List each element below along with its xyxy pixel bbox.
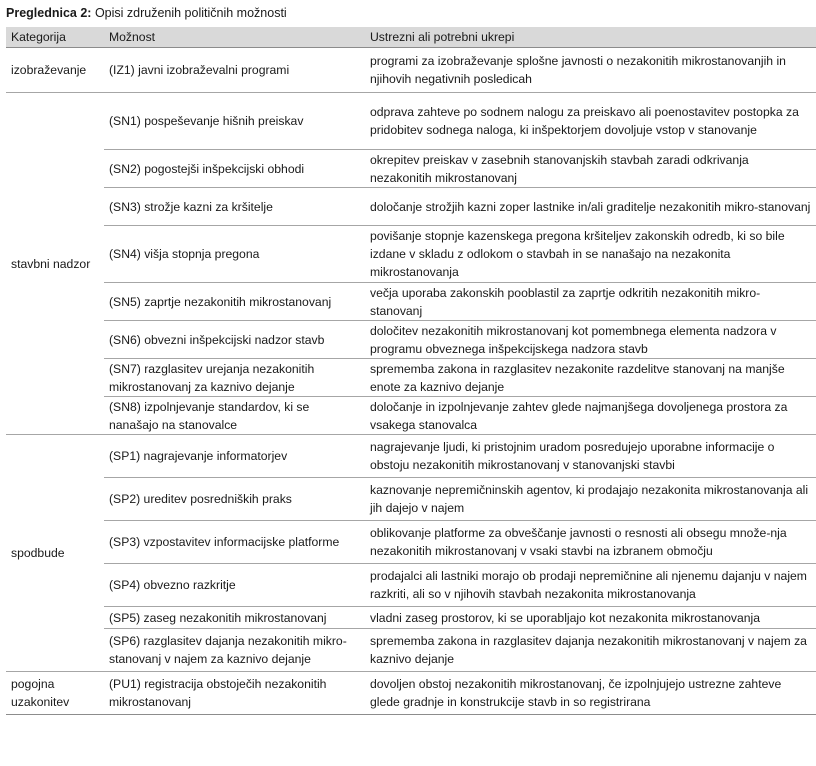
table-row [6, 93, 816, 150]
table-body [6, 48, 816, 715]
header-measure: Ustrezni ali potrebni ukrepi [365, 27, 816, 48]
measure-cell: odprava zahteve po sodnem nalogu za preiskavo ali poenostavitev postopka za pridobitev sodnega naloga, ki inšpektorjem dovoljuje vstop v stanovanje [365, 93, 816, 150]
table-row [6, 435, 816, 478]
option-cell: (SP6) razglasitev dajanja nezakonitih mikro-stanovanj v najem za kaznivo dejanje [104, 629, 365, 672]
category-cell: stavbni nadzor [6, 93, 104, 435]
measure-cell: prodajalci ali lastniki morajo ob prodaji nepremičnine ali njenemu dajanju v najem razkriti, ali so v njihovih stavbah nezakonita mikrostanovanja [365, 564, 816, 607]
caption-label: Preglednica 2: [6, 6, 92, 20]
option-cell: (SN2) pogostejši inšpekcijski obhodi [104, 150, 365, 188]
option-cell: (SN6) obvezni inšpekcijski nadzor stavb [104, 321, 365, 359]
table-row [6, 283, 816, 321]
header-category: Kategorija [6, 27, 104, 48]
table-row [6, 607, 816, 629]
table-row [6, 321, 816, 359]
table-row [6, 150, 816, 188]
table-row [6, 629, 816, 672]
measure-cell: povišanje stopnje kazenskega pregona kršiteljev zakonskih odredb, ki so bile izdane v skladu z odlokom o stavbah in se nanašajo na nezakonita mikrostanovanja [365, 226, 816, 283]
option-cell: (SN8) izpolnjevanje standardov, ki se nanašajo na stanovalce [104, 397, 365, 435]
option-cell: (SP4) obvezno razkritje [104, 564, 365, 607]
option-cell: (SP3) vzpostavitev informacijske platforme [104, 521, 365, 564]
measure-cell: določanje strožjih kazni zoper lastnike in/ali graditelje nezakonitih mikro-stanovanj [365, 188, 816, 226]
option-cell: (SP5) zaseg nezakonitih mikrostanovanj [104, 607, 365, 629]
option-cell: (SN3) strožje kazni za kršitelje [104, 188, 365, 226]
table-row [6, 226, 816, 283]
measure-cell: dovoljen obstoj nezakonitih mikrostanovanj, če izpolnjujejo ustrezne zahteve glede gradnje in konstrukcije stavb in so registrirana [365, 672, 816, 715]
option-cell: (IZ1) javni izobraževalni programi [104, 48, 365, 93]
table-row [6, 564, 816, 607]
measure-cell: nagrajevanje ljudi, ki pristojnim uradom posredujejo uporabne informacije o obstoju nezakonitih mikrostanovanj v stanovanjski stavbi [365, 435, 816, 478]
option-cell: (SN7) razglasitev urejanja nezakonitih mikrostanovanj za kaznivo dejanje [104, 359, 365, 397]
option-cell: (SN4) višja stopnja pregona [104, 226, 365, 283]
table-row [6, 672, 816, 715]
table-row [6, 48, 816, 93]
table-header-row [6, 27, 816, 48]
table-row [6, 478, 816, 521]
measure-cell: programi za izobraževanje splošne javnosti o nezakonitih mikrostanovanjih in njihovih negativnih posledicah [365, 48, 816, 93]
measure-cell: okrepitev preiskav v zasebnih stanovanjskih stavbah zaradi odkrivanja nezakonitih mikrostanovanj [365, 150, 816, 188]
measure-cell: večja uporaba zakonskih pooblastil za zaprtje odkritih nezakonitih mikro-stanovanj [365, 283, 816, 321]
table-caption [6, 5, 287, 21]
category-cell: spodbude [6, 435, 104, 672]
header-option: Možnost [104, 27, 365, 48]
option-cell: (SP1) nagrajevanje informatorjev [104, 435, 365, 478]
policy-options-table [6, 27, 816, 715]
measure-cell: kaznovanje nepremičninskih agentov, ki prodajajo nezakonita mikrostanovanja ali jih dajejo v najem [365, 478, 816, 521]
category-cell: pogojna uzakonitev [6, 672, 104, 715]
measure-cell: oblikovanje platforme za obveščanje javnosti o resnosti ali obsegu množe-nja nezakonitih mikrostanovanj v vsaki stavbi na izbranem območju [365, 521, 816, 564]
caption-title: Opisi združenih političnih možnosti [94, 6, 287, 20]
measure-cell: določitev nezakonitih mikrostanovanj kot pomembnega elementa nadzora v programu obveznega inšpekcijskega nadzora stavb [365, 321, 816, 359]
measure-cell: določanje in izpolnjevanje zahtev glede najmanjšega dovoljenega prostora za vsakega stanovalca [365, 397, 816, 435]
table-row [6, 188, 816, 226]
option-cell: (SP2) ureditev posredniških praks [104, 478, 365, 521]
measure-cell: sprememba zakona in razglasitev nezakonite razdelitve stanovanj na manjše enote za kaznivo dejanje [365, 359, 816, 397]
table-row [6, 397, 816, 435]
table-row [6, 521, 816, 564]
option-cell: (PU1) registracija obstoječih nezakonitih mikrostanovanj [104, 672, 365, 715]
option-cell: (SN5) zaprtje nezakonitih mikrostanovanj [104, 283, 365, 321]
category-cell: izobraževanje [6, 48, 104, 93]
measure-cell: sprememba zakona in razglasitev dajanja nezakonitih mikrostanovanj v najem za kaznivo dejanje [365, 629, 816, 672]
option-cell: (SN1) pospeševanje hišnih preiskav [104, 93, 365, 150]
table-row [6, 359, 816, 397]
measure-cell: vladni zaseg prostorov, ki se uporabljajo kot nezakonita mikrostanovanja [365, 607, 816, 629]
